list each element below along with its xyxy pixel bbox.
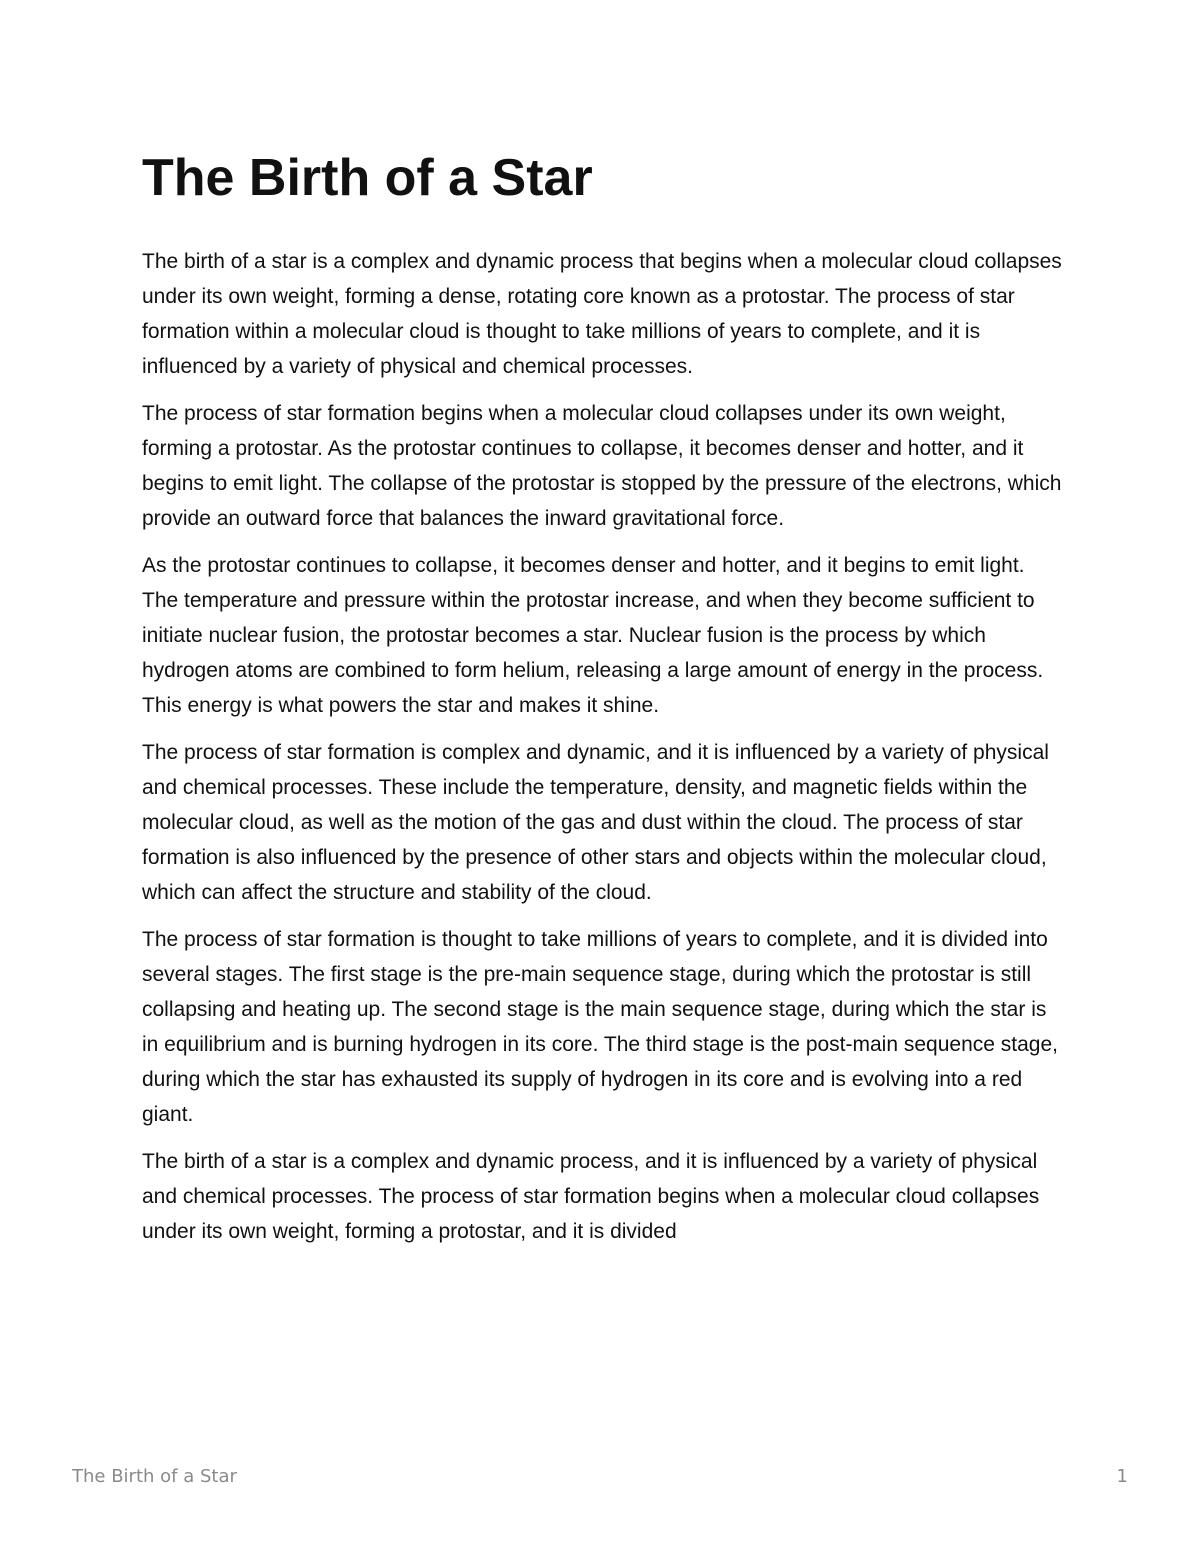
paragraph-6: The birth of a star is a complex and dynamic process, and it is influenced by a variety of physical and chemical processes. The process of star formation begins when a molecular cloud collapses under its own weight, forming a protostar, and it is divided [142,1150,1040,1243]
footer-title: The Birth of a Star [72,1466,237,1487]
paragraph-2: The process of star formation begins when a molecular cloud collapses under its own weight, forming a protostar. As the protostar continues to collapse, it becomes denser and hotter, and it begins to emit light. The collapse of the protostar is stopped by the pressure of the electrons, which provide an outward force that balances the inward gravitational force. [142,402,1062,530]
page-number: 1 [1116,1466,1128,1487]
paragraph-4: The process of star formation is complex and dynamic, and it is influenced by a variety of physical and chemical processes. These include the temperature, density, and magnetic fields within the molecular cloud, as well as the motion of the gas and dust within the cloud. The process of star formation is also influenced by the presence of other stars and objects within the molecular cloud, which can affect the structure and stability of the cloud. [142,741,1049,904]
paragraph-1: The birth of a star is a complex and dynamic process that begins when a molecular cloud collapses under its own weight, forming a dense, rotating core known as a protostar. The process of star formation within a molecular cloud is thought to take millions of years to complete, and it is influenced by a variety of physical and chemical processes. [142,250,1062,378]
paragraph-3: As the protostar continues to collapse, it becomes denser and hotter, and it begins to emit light. The temperature and pressure within the protostar increase, and when they become sufficient to initiate nuclear fusion, the protostar becomes a star. Nuclear fusion is the process by which hydrogen atoms are combined to form helium, releasing a large amount of energy in the process. This energy is what powers the star and makes it shine. [142,554,1044,717]
document-title: The Birth of a Star [142,149,593,207]
paragraph-5: The process of star formation is thought to take millions of years to complete, and it is divided into several stages. The first stage is the pre-main sequence stage, during which the protostar is still collapsing and heating up. The second stage is the main sequence stage, during which the star is in equilibrium and is burning hydrogen in its core. The third stage is the post-main sequence stage, during which the star has exhausted its supply of hydrogen in its core and is evolving into a red giant. [142,928,1058,1126]
document-body [142,146,1062,1261]
page-footer [72,1462,1128,1492]
